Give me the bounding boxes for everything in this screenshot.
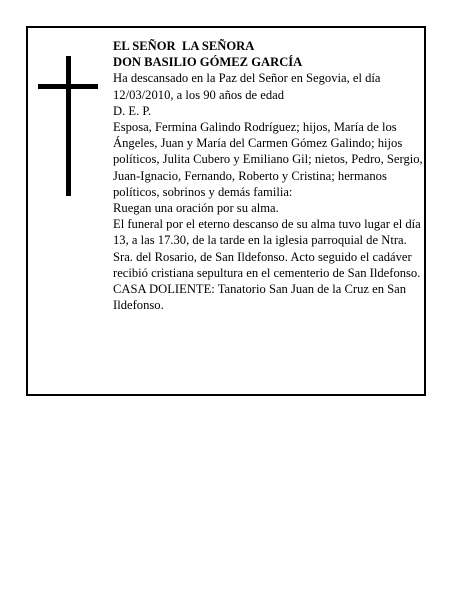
funeral-details: El funeral por el eterno descanso de su alma tuvo lugar el día 13, a las 17.30, de la tarde en la iglesia parroquial de Ntra. Sra. del Rosario, de San Ildefonso. Acto seguido el cadáver recibió cristiana sepultura en el cementerio de San Ildefonso.	[113, 217, 421, 280]
title-line-1: EL SEÑOR LA SEÑORA	[113, 39, 255, 53]
casa-doliente: CASA DOLIENTE: Tanatorio San Juan de la Cruz en San Ildefonso.	[113, 282, 407, 313]
cross-horizontal-bar	[38, 84, 98, 89]
dep-label: D. E. P.	[113, 103, 152, 118]
obituary-notice	[26, 26, 426, 396]
cross-icon	[38, 56, 98, 196]
prayer-request: Ruegan una oración por su alma.	[113, 201, 279, 216]
deceased-name: DON BASILIO GÓMEZ GARCÍA	[113, 55, 303, 70]
family-list: Esposa, Fermina Galindo Rodríguez; hijos, María de los Ángeles, Juan y María del Carmen Gómez Galindo; hijos políticos, Julita Cubero y Emiliano Gil; nietos, Pedro, Sergio, Juan-Ignacio, Fernando, Roberto y Cristina; hermanos políticos, sobrinos y demás familia:	[113, 120, 423, 199]
announcement: Ha descansado en la Paz del Señor en Segovia, el día 12/03/2010, a los 90 años de edad	[113, 71, 381, 102]
obituary-text	[113, 38, 423, 313]
cross-vertical-bar	[66, 56, 71, 196]
